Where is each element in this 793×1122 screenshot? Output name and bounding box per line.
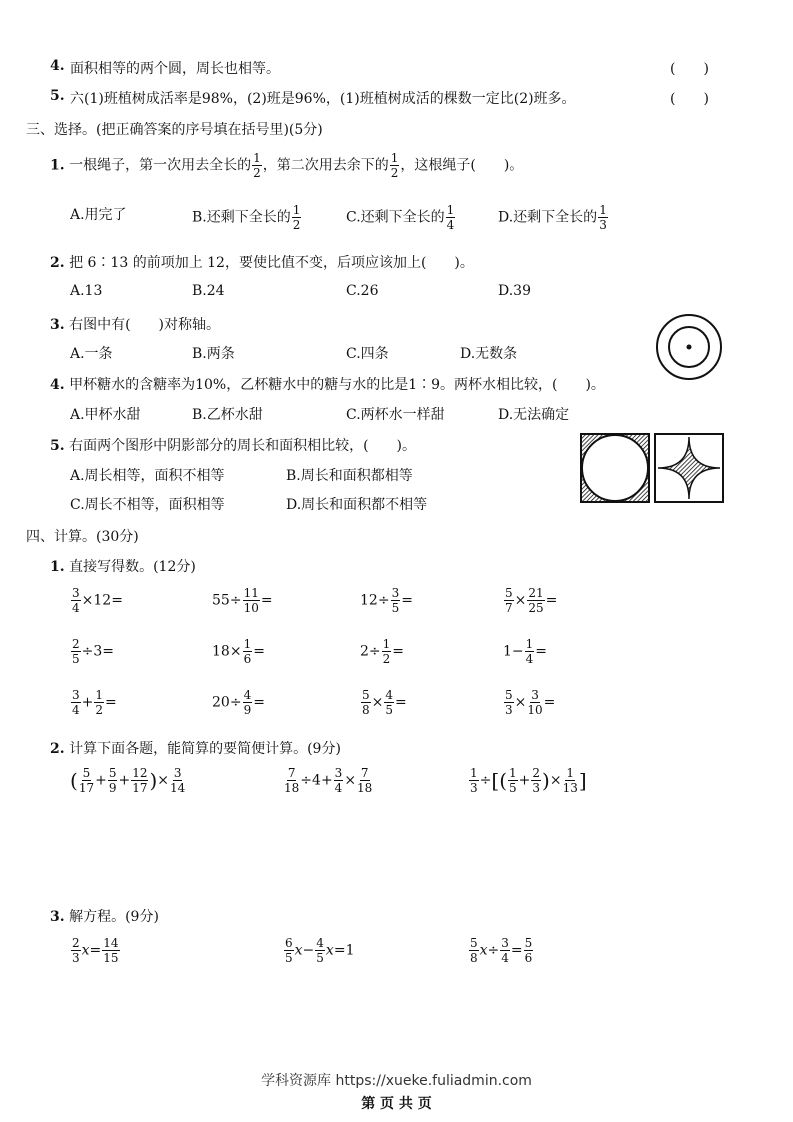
- shaded-shapes-figure: [579, 432, 727, 506]
- q4-answer-blank[interactable]: ( ): [670, 61, 709, 77]
- calc-item: $\frac{5}{7}$ × $\frac{21}{25}$ =: [505, 586, 558, 615]
- calc-item: 55÷ $\frac{11}{10}$ =: [212, 586, 273, 615]
- q5-statement: 六(1)班植树成活率是98%，(2)班是96%，(1)班植树成活的棵数一定比(2)班多。: [70, 91, 576, 107]
- section4-title: 四、计算。(30分): [26, 529, 139, 545]
- q4-number: 4.: [50, 58, 65, 74]
- choice-q5-option-c[interactable]: C.周长不相等，面积相等: [70, 497, 225, 513]
- calc-part3-title: 3. 解方程。(9分): [50, 909, 159, 925]
- choice-q2-option-d[interactable]: D.39: [498, 283, 531, 299]
- choice-q4-option-c[interactable]: C.两杯水一样甜: [346, 407, 445, 423]
- choice-q4-option-a[interactable]: A.甲杯水甜: [70, 407, 141, 423]
- choice-q3-option-b[interactable]: B.两条: [192, 346, 235, 362]
- calc-part1-title: 1. 直接写得数。(12分): [50, 559, 196, 575]
- choice-q2-option-c[interactable]: C.26: [346, 283, 379, 299]
- choice-q3-option-a[interactable]: A.一条: [70, 346, 113, 362]
- equation-2: $\frac{6}{5}$ x− $\frac{4}{5}$ x=1: [285, 936, 355, 965]
- calc-item: $\frac{2}{5}$ ÷3=: [72, 637, 115, 666]
- calc-item: 20÷ $\frac{4}{9}$ =: [212, 688, 265, 717]
- page-number: 第 页 共 页: [361, 1096, 432, 1112]
- choice-q3-option-d[interactable]: D.无数条: [460, 346, 518, 362]
- calc-item: 1− $\frac{1}{4}$ =: [503, 637, 548, 666]
- source-watermark: 学科资源库 https://xueke.fuliadmin.com: [261, 1073, 532, 1089]
- choice-q5: 5. 右面两个图形中阴影部分的周长和面积相比较，( )。: [50, 438, 417, 454]
- choice-q5-option-a[interactable]: A.周长相等，面积不相等: [70, 468, 225, 484]
- choice-q3: 3. 右图中有( )对称轴。: [50, 317, 221, 333]
- choice-q1-option-a[interactable]: A.用完了: [70, 207, 127, 223]
- calc-item: $\frac{5}{3}$ × $\frac{3}{10}$ =: [505, 688, 556, 717]
- q5-answer-blank[interactable]: ( ): [670, 91, 709, 107]
- choice-q1-option-c[interactable]: C.还剩下全长的 $\frac{1}{4}$: [346, 203, 455, 232]
- calc-item: 18× $\frac{1}{6}$ =: [212, 637, 265, 666]
- choice-q5-option-b[interactable]: B.周长和面积都相等: [286, 468, 413, 484]
- section3-title: 三、选择。(把正确答案的序号填在括号里)(5分): [26, 122, 323, 138]
- calc-item: 2÷ $\frac{1}{2}$ =: [360, 637, 405, 666]
- q4-statement: 面积相等的两个圆，周长也相等。: [70, 61, 280, 77]
- choice-q2-option-a[interactable]: A.13: [70, 283, 103, 299]
- simplify-expr-3: $\frac{1}{3}$ ÷[( $\frac{1}{5}$ + $\frac{2}{3}$ )× $\frac{1}{13}$ ]: [470, 766, 587, 795]
- choice-q1-option-b[interactable]: B.还剩下全长的 $\frac{1}{2}$: [192, 203, 301, 232]
- simplify-expr-1: ( $\frac{5}{17}$ + $\frac{5}{9}$ + $\frac{12}{17}$ )× $\frac{3}{14}$: [70, 766, 186, 795]
- equation-3: $\frac{5}{8}$ x÷ $\frac{3}{4}$ = $\frac{5}{6}$: [470, 936, 533, 965]
- calc-item: $\frac{3}{4}$ + $\frac{1}{2}$ =: [72, 688, 117, 717]
- choice-q4: 4. 甲杯糖水的含糖率为10%，乙杯糖水中的糖与水的比是1∶9。两杯水相比较，( )。: [50, 377, 605, 393]
- choice-q1: 1. 一根绳子，第一次用去全长的 $\frac{1}{2}$ ，第二次用去余下的 $\frac{1}{2}$ ，这根绳子( )。: [50, 151, 524, 180]
- calc-item: 12÷ $\frac{3}{5}$ =: [360, 586, 413, 615]
- fraction-half-b: $\frac{1}{2}$: [390, 151, 399, 180]
- choice-q5-option-d[interactable]: D.周长和面积都不相等: [286, 497, 428, 513]
- fraction-half-a: $\frac{1}{2}$: [253, 151, 261, 180]
- calc-part2-title: 2. 计算下面各题，能简算的要简便计算。(9分): [50, 741, 341, 757]
- choice-q2-option-b[interactable]: B.24: [192, 283, 225, 299]
- calc-item: $\frac{3}{4}$ ×12=: [72, 586, 123, 615]
- simplify-expr-2: $\frac{7}{18}$ ÷4+ $\frac{3}{4}$ × $\frac{7}{18}$: [284, 766, 373, 795]
- choice-q4-option-d[interactable]: D.无法确定: [498, 407, 570, 423]
- choice-q3-option-c[interactable]: C.四条: [346, 346, 389, 362]
- equation-1: $\frac{2}{3}$ x= $\frac{14}{15}$: [72, 936, 119, 965]
- choice-q2: 2. 把 6∶13 的前项加上 12，要使比值不变，后项应该加上( )。: [50, 255, 474, 271]
- concentric-circles-figure: [654, 312, 724, 382]
- choice-q1-option-d[interactable]: D.还剩下全长的 $\frac{1}{3}$: [498, 203, 607, 232]
- choice-q4-option-b[interactable]: B.乙杯水甜: [192, 407, 263, 423]
- calc-item: $\frac{5}{8}$ × $\frac{4}{5}$ =: [362, 688, 407, 717]
- q5-number: 5.: [50, 88, 65, 104]
